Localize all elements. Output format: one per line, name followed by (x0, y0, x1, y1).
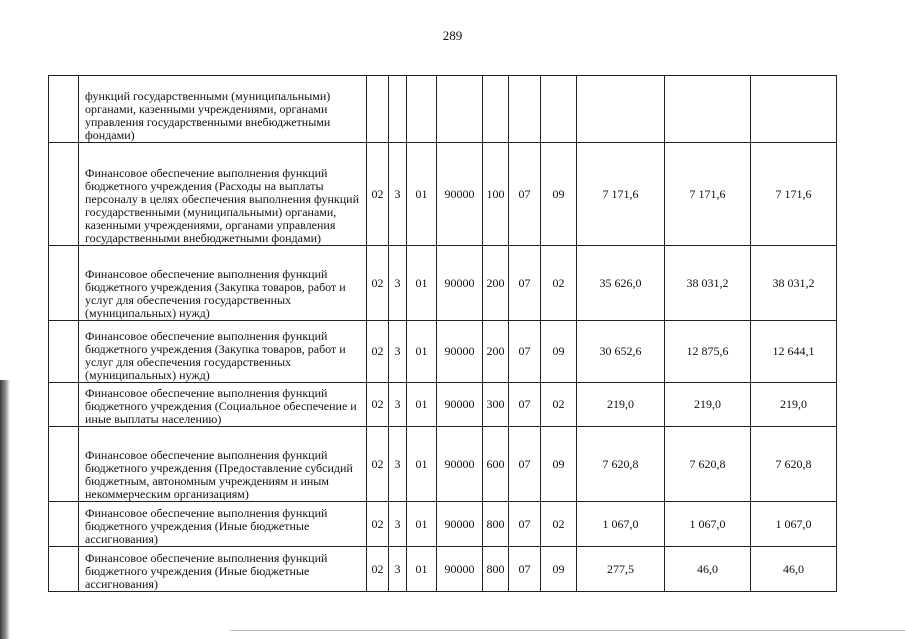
amount-cell-3: 7 620,8 (751, 427, 837, 502)
index-cell (49, 547, 79, 592)
row-name: Финансовое обеспечение выполнения функций бюджетного учреждения (Иные бюджетные ассигнования) (79, 547, 367, 592)
amount-cell-1: 35 626,0 (577, 246, 665, 321)
code-cell-7 (541, 76, 577, 143)
amount-cell-2: 38 031,2 (665, 246, 751, 321)
table-row (49, 427, 837, 502)
code-cell-7: 02 (541, 383, 577, 427)
amount-cell-3: 12 644,1 (751, 321, 837, 383)
row-name: Финансовое обеспечение выполнения функций бюджетного учреждения (Закупка товаров, работ и услуг для обеспечения государственных (муниципальных) нужд) (79, 246, 367, 321)
amount-cell-1: 1 067,0 (577, 502, 665, 547)
code-cell-7: 09 (541, 321, 577, 383)
code-cell-1: 02 (367, 383, 389, 427)
code-cell-6: 07 (509, 383, 541, 427)
code-cell-2: 3 (389, 502, 407, 547)
row-name: Финансовое обеспечение выполнения функций бюджетного учреждения (Расходы на выплаты персоналу в целях обеспечения выполнения функций государственными (муниципальными) органами, казенными учреждениями, органами управления государственными внебюджетными фондами) (79, 143, 367, 246)
scan-edge-line (230, 630, 905, 631)
amount-cell-1: 277,5 (577, 547, 665, 592)
code-cell-3: 01 (407, 143, 437, 246)
code-cell-1: 02 (367, 547, 389, 592)
row-name: функций государственными (муниципальными) органами, казенными учреждениями, органами управления государственными внебюджетными фондами) (79, 76, 367, 143)
code-cell-1: 02 (367, 321, 389, 383)
amount-cell-1 (577, 76, 665, 143)
amount-cell-3: 219,0 (751, 383, 837, 427)
code-cell-7: 02 (541, 246, 577, 321)
code-cell-5: 600 (483, 427, 509, 502)
code-cell-6: 07 (509, 143, 541, 246)
amount-cell-1: 30 652,6 (577, 321, 665, 383)
page-number: 289 (442, 28, 463, 43)
code-cell-3: 01 (407, 547, 437, 592)
amount-cell-1: 219,0 (577, 383, 665, 427)
budget-table (48, 75, 837, 592)
index-cell (49, 76, 79, 143)
code-cell-2: 3 (389, 383, 407, 427)
index-cell (49, 427, 79, 502)
table-row (49, 321, 837, 383)
code-cell-2: 3 (389, 427, 407, 502)
code-cell-1: 02 (367, 246, 389, 321)
code-cell-4: 90000 (437, 246, 483, 321)
amount-cell-3: 7 171,6 (751, 143, 837, 246)
scan-shadow (0, 380, 10, 639)
index-cell (49, 246, 79, 321)
amount-cell-3 (751, 76, 837, 143)
code-cell-5: 200 (483, 246, 509, 321)
code-cell-6: 07 (509, 246, 541, 321)
code-cell-4: 90000 (437, 143, 483, 246)
code-cell-5: 800 (483, 502, 509, 547)
index-cell (49, 321, 79, 383)
code-cell-4: 90000 (437, 427, 483, 502)
row-name: Финансовое обеспечение выполнения функций бюджетного учреждения (Социальное обеспечение и иные выплаты населению) (79, 383, 367, 427)
amount-cell-3: 46,0 (751, 547, 837, 592)
code-cell-4: 90000 (437, 502, 483, 547)
code-cell-4: 90000 (437, 321, 483, 383)
code-cell-1: 02 (367, 502, 389, 547)
amount-cell-1: 7 620,8 (577, 427, 665, 502)
table-row (49, 143, 837, 246)
row-name: Финансовое обеспечение выполнения функций бюджетного учреждения (Закупка товаров, работ и услуг для обеспечения государственных (муниципальных) нужд) (79, 321, 367, 383)
code-cell-3 (407, 76, 437, 143)
code-cell-5: 800 (483, 547, 509, 592)
code-cell-2: 3 (389, 143, 407, 246)
index-cell (49, 502, 79, 547)
code-cell-7: 09 (541, 143, 577, 246)
code-cell-7: 09 (541, 547, 577, 592)
table-row (49, 547, 837, 592)
row-name: Финансовое обеспечение выполнения функций бюджетного учреждения (Предоставление субсидий бюджетным, автономным учреждениям и иным некоммерческим организациям) (79, 427, 367, 502)
code-cell-5: 300 (483, 383, 509, 427)
amount-cell-2 (665, 76, 751, 143)
index-cell (49, 143, 79, 246)
amount-cell-1: 7 171,6 (577, 143, 665, 246)
code-cell-3: 01 (407, 383, 437, 427)
code-cell-3: 01 (407, 246, 437, 321)
amount-cell-2: 219,0 (665, 383, 751, 427)
code-cell-4: 90000 (437, 547, 483, 592)
table-row (49, 246, 837, 321)
code-cell-6 (509, 76, 541, 143)
table-row (49, 383, 837, 427)
table-row (49, 502, 837, 547)
amount-cell-3: 38 031,2 (751, 246, 837, 321)
code-cell-6: 07 (509, 427, 541, 502)
row-name: Финансовое обеспечение выполнения функций бюджетного учреждения (Иные бюджетные ассигнования) (79, 502, 367, 547)
code-cell-2: 3 (389, 321, 407, 383)
code-cell-6: 07 (509, 502, 541, 547)
code-cell-4: 90000 (437, 383, 483, 427)
amount-cell-2: 7 171,6 (665, 143, 751, 246)
amount-cell-2: 46,0 (665, 547, 751, 592)
code-cell-2 (389, 76, 407, 143)
amount-cell-2: 1 067,0 (665, 502, 751, 547)
code-cell-3: 01 (407, 321, 437, 383)
table-row (49, 76, 837, 143)
code-cell-2: 3 (389, 246, 407, 321)
amount-cell-2: 12 875,6 (665, 321, 751, 383)
code-cell-6: 07 (509, 321, 541, 383)
code-cell-3: 01 (407, 427, 437, 502)
code-cell-2: 3 (389, 547, 407, 592)
code-cell-1 (367, 76, 389, 143)
code-cell-1: 02 (367, 427, 389, 502)
code-cell-4 (437, 76, 483, 143)
code-cell-5: 200 (483, 321, 509, 383)
code-cell-7: 02 (541, 502, 577, 547)
code-cell-7: 09 (541, 427, 577, 502)
code-cell-1: 02 (367, 143, 389, 246)
amount-cell-2: 7 620,8 (665, 427, 751, 502)
code-cell-5: 100 (483, 143, 509, 246)
code-cell-3: 01 (407, 502, 437, 547)
index-cell (49, 383, 79, 427)
amount-cell-3: 1 067,0 (751, 502, 837, 547)
code-cell-6: 07 (509, 547, 541, 592)
code-cell-5 (483, 76, 509, 143)
